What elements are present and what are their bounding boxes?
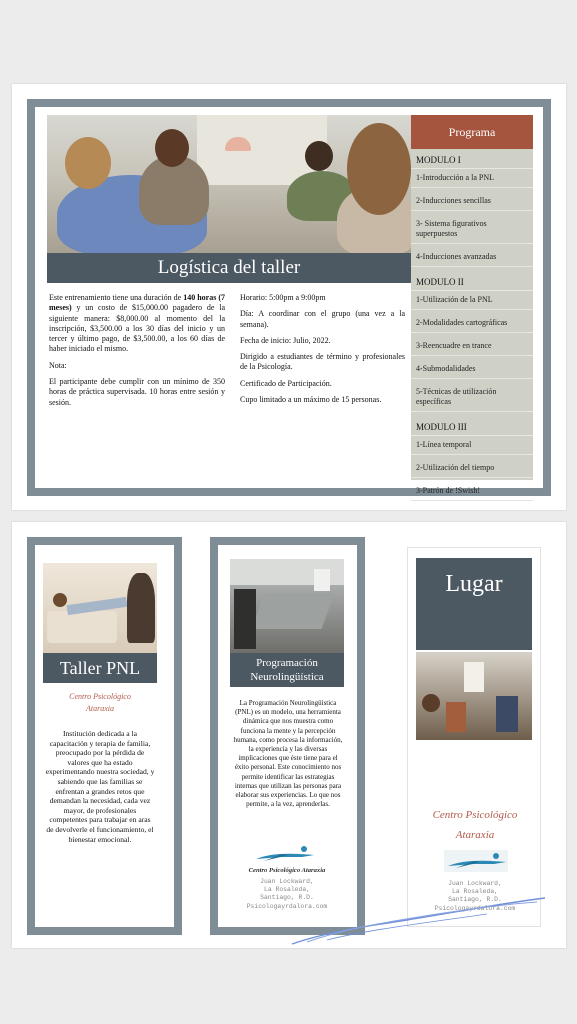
brochure-page-inside xyxy=(12,84,566,510)
module-2-item: 2-Modalidades cartográficas xyxy=(411,314,533,333)
page-frame xyxy=(27,99,551,496)
schedule-text: Horario: 5:00pm a 9:00pm xyxy=(240,293,326,302)
logistics-cost-column xyxy=(49,293,225,414)
panel-b-title xyxy=(230,653,344,687)
logistics-details-column xyxy=(240,293,405,411)
panel-b-logo-caption: Centro Psicológico Ataraxia xyxy=(248,867,326,874)
module-2-item: 3-Reencuadre en trance xyxy=(411,337,533,356)
capacity-text: Cupo limitado a un máximo de 15 personas. xyxy=(240,395,382,405)
panel-b-title-2: Neurolingüística xyxy=(250,671,324,683)
pen-scribble-icon xyxy=(287,882,547,952)
panel-b-address-line: Juan Lockward, xyxy=(260,878,314,885)
panel-a-frame xyxy=(27,537,182,935)
module-2-item: 4-Submodalidades xyxy=(411,360,533,379)
panel-a-subtitle-1: Centro Psicológico xyxy=(69,692,131,701)
module-2-item: 5-Técnicas de utilización específicas xyxy=(411,383,533,412)
module-1-item: 1-Introducción a la PNL xyxy=(411,169,533,188)
panel-b-address-line: Psicologayrdalora.com xyxy=(246,902,328,910)
panel-b xyxy=(218,545,357,927)
module-3-list xyxy=(411,436,533,501)
note-paragraph: El participante debe cumplir con un mínimo de 350 horas de práctica supervisada. 10 horas entre sesión y sesión. xyxy=(49,377,225,407)
module-1-heading: MODULO I xyxy=(411,149,533,169)
panel-c-address-line: Santiago, R.D. xyxy=(448,896,502,904)
module-1-list xyxy=(411,169,533,267)
ataraxia-logo-icon xyxy=(252,845,316,863)
panel-a-subtitle-2: Ataraxia xyxy=(86,704,114,713)
panel-c-address-line: Juan Lockward, xyxy=(448,880,502,887)
module-1-item: 2-Inducciones sencillas xyxy=(411,192,533,211)
meeting-room-photo xyxy=(230,559,344,653)
panel-c-name-1: Centro Psicológico xyxy=(432,809,518,821)
panel-a-title: Taller PNL xyxy=(43,653,157,683)
panel-c-address-line: Psicologayrdalora.com xyxy=(434,904,516,912)
panel-b-address-line: Santiago, R.D. xyxy=(260,894,314,902)
cost-text-c: y un costo de $15,000.00 pagadero de la siguiente manera: $8,000.00 al momento del la inscripción, $3,500.00 a los 30 días del inicio y un tercer y último pago, de $3,500.00, a los 60 días de haber iniciado el mismo. xyxy=(49,303,225,354)
panel-b-title-1: Programación xyxy=(256,657,318,669)
panel-c-name-2: Ataraxia xyxy=(455,829,495,841)
cost-paragraph xyxy=(49,293,225,355)
group-therapy-photo xyxy=(47,115,411,253)
panel-b-body: La Programación Neurolingüística (PNL) es un modelo, una herramienta dinámica que nos muestra como funciona la mente y la percepción humana, como procesa la información, la experiencia y las diversas implicaciones que éste tiene para el éxito personal. Este conocimiento nos permite identificar las estrategias internas que utilizan las personas para elaborar sus experiencias. Lo que nos permite, a la vez, aprenderlas. xyxy=(233,699,343,809)
panel-c-address-line: La Rosaleda, xyxy=(451,888,499,896)
ataraxia-logo-icon xyxy=(444,850,508,872)
module-2-heading: MODULO II xyxy=(411,271,533,291)
module-2-list xyxy=(411,291,533,412)
logistics-banner: Logística del taller xyxy=(47,253,411,283)
cost-text-a: Este entrenamiento tiene una duración de xyxy=(49,293,184,302)
panel-b-address-line: La Rosaleda, xyxy=(263,886,311,894)
module-2-item: 1-Utilización de la PNL xyxy=(411,291,533,310)
panel-c xyxy=(407,547,541,927)
seminar-photo xyxy=(416,652,532,740)
certificate-text: Certificado de Participación. xyxy=(240,378,332,388)
panel-a xyxy=(35,545,174,927)
start-date-text: Fecha de inicio: Julio, 2022. xyxy=(240,335,331,345)
module-3-heading: MODULO III xyxy=(411,416,533,436)
page-inner xyxy=(35,107,543,495)
day-text: Día: A coordinar con el grupo (una vez a la semana). xyxy=(240,309,405,329)
brochure-page-outside xyxy=(12,522,566,948)
program-sidebar xyxy=(411,115,533,495)
module-1-item: 3- Sistema figurativos superpuestos xyxy=(411,215,533,244)
audience-text: Dirigido a estudiantes de término y profesionales de la Psicología. xyxy=(240,352,405,372)
panel-a-body: Institución dedicada a la capacitación y terapia de familia, preocupado por la pérdida de valores que ha estado experimentando nuestra sociedad, y sabiendo que las familias se enfrentan a grandes retos que demandan la necesidad, cada vez mayor, de profesionales competentes para trabajar en aras de devolverle el funcionamiento, el bienestar emocional. xyxy=(45,729,155,844)
program-header: Programa xyxy=(411,115,533,149)
note-label: Nota: xyxy=(49,360,67,370)
relaxing-woman-photo xyxy=(43,563,157,653)
module-1-item: 4-Inducciones avanzadas xyxy=(411,248,533,267)
module-3-item: 3-Patrón de !Swish! xyxy=(411,482,533,501)
panel-c-title: Lugar xyxy=(416,558,532,650)
module-3-item: 2-Utilización del tiempo xyxy=(411,459,533,478)
cost-duration: 140 horas (7 meses) xyxy=(49,293,225,313)
panel-b-frame xyxy=(210,537,365,935)
module-3-item: 1-Línea temporal xyxy=(411,436,533,455)
